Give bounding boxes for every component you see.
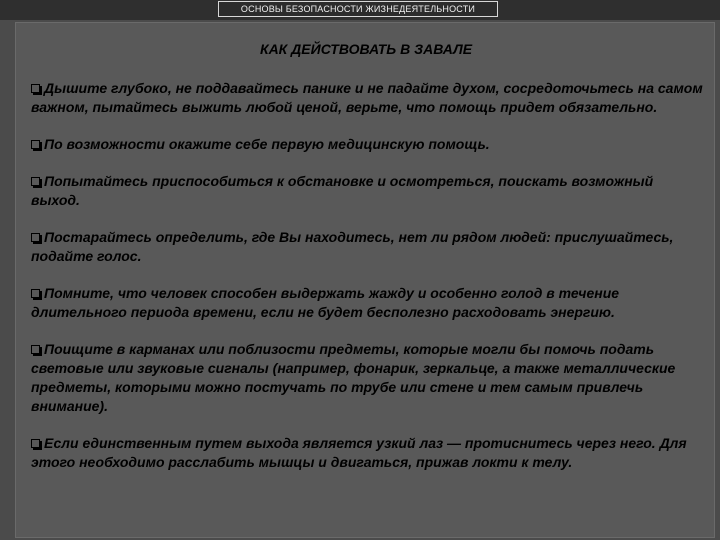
checkbox-bullet-icon bbox=[31, 289, 40, 298]
bullet-text: Попытайтесь приспособиться к обстановке и осмотреться, поискать возможный выход. bbox=[31, 173, 654, 208]
list-item bbox=[31, 172, 703, 210]
list-item bbox=[31, 340, 703, 416]
bullet-text: Поищите в карманах или поблизости предметы, которые могли бы помочь подать световые или звуковые сигналы (например, фонарик, зеркальце, а также металлические предметы, которыми можно постучать по трубе или стене и тем самым привлечь внимание). bbox=[31, 341, 676, 414]
list-item bbox=[31, 434, 703, 472]
slide-title: КАК ДЕЙСТВОВАТЬ В ЗАВАЛЕ bbox=[259, 41, 473, 57]
bullet-text: Дышите глубоко, не поддавайтесь панике и не падайте духом, сосредоточьтесь на самом важном, пытайтесь выжить любой ценой, верьте, что помощь придет обязательно. bbox=[31, 80, 703, 115]
list-item bbox=[31, 135, 703, 154]
checkbox-bullet-icon bbox=[31, 439, 40, 448]
checkbox-bullet-icon bbox=[31, 140, 40, 149]
checkbox-bullet-icon bbox=[31, 345, 40, 354]
bullet-list bbox=[31, 79, 703, 490]
checkbox-bullet-icon bbox=[31, 177, 40, 186]
bullet-text: Если единственным путем выхода является узкий лаз — протиснитесь через него. Для этого необходимо расслабить мышцы и двигаться, прижав локти к телу. bbox=[31, 435, 687, 470]
header-bar bbox=[0, 0, 720, 20]
header-title: ОСНОВЫ БЕЗОПАСНОСТИ ЖИЗНЕДЕЯТЕЛЬНОСТИ bbox=[240, 4, 476, 14]
list-item bbox=[31, 284, 703, 322]
content-panel bbox=[15, 22, 715, 538]
bullet-text: По возможности окажите себе первую медицинскую помощь. bbox=[44, 136, 490, 152]
list-item bbox=[31, 228, 703, 266]
bullet-text: Помните, что человек способен выдержать жажду и особенно голод в течение длительного периода времени, если не будет бесполезно расходовать энергию. bbox=[31, 285, 620, 320]
list-item bbox=[31, 79, 703, 117]
checkbox-bullet-icon bbox=[31, 233, 40, 242]
header-box bbox=[218, 1, 498, 17]
checkbox-bullet-icon bbox=[31, 84, 40, 93]
bullet-text: Постарайтесь определить, где Вы находитесь, нет ли рядом людей: прислушайтесь, подайте голос. bbox=[31, 229, 674, 264]
